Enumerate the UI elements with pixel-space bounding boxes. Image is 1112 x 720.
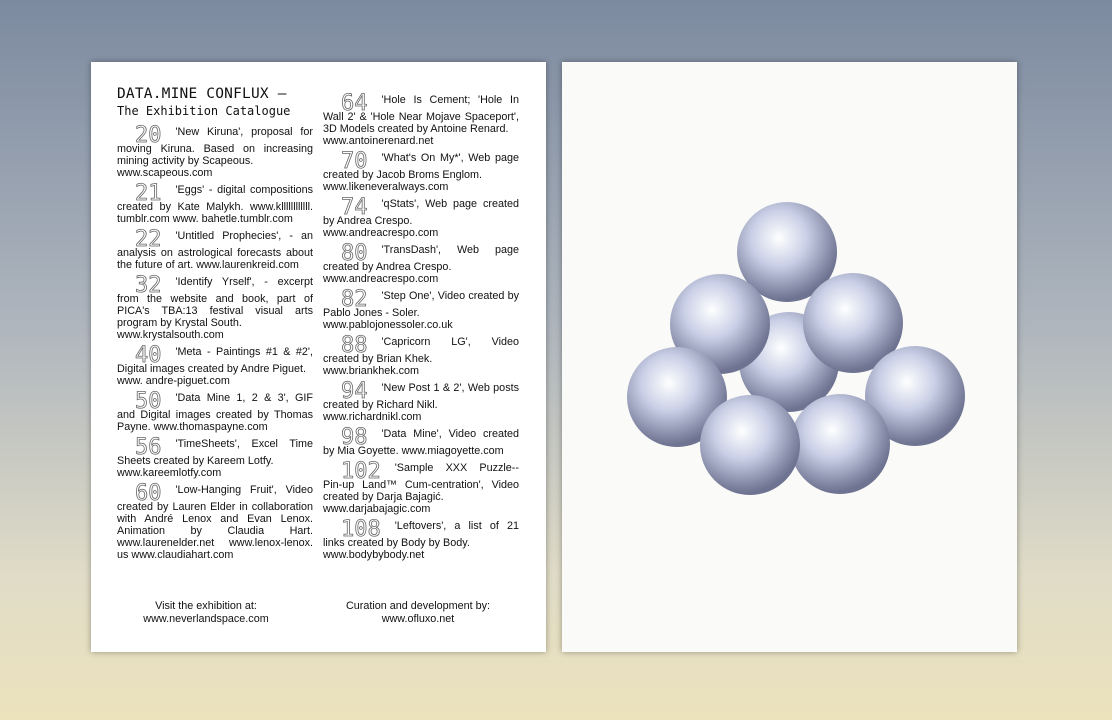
entry-description: 'Meta - Paintings #1 & #2', Digital images created by Andre Piguet. [117,346,313,375]
entry-url[interactable]: www.pablojonessoler.co.uk [323,319,453,331]
entry-page-number: 20 [135,123,162,148]
sphere [790,394,890,494]
entry-url[interactable]: www.antoinerenard.net [323,135,434,147]
entry-description: 'Untitled Prophecies', - an analysis on astrological forecasts about the future of art. www.laurenkreid.com [117,230,313,271]
catalogue-entry [117,481,313,561]
entry-url[interactable]: www.scapeous.com [117,167,213,179]
catalogue-page-left [91,62,546,652]
catalogue-entry [323,287,519,331]
catalogue-entry [117,389,313,433]
entry-description: 'TransDash', Web page created by Andrea Crespo. [323,244,519,273]
entries-column-right [323,91,519,566]
sphere-pyramid-image [562,62,1017,652]
entry-description: 'New Kiruna', proposal for moving Kiruna. Based on increasing mining activity by Scapeous. [117,126,313,167]
footer-curation-label: Curation and development by: [345,600,491,612]
entry-url[interactable]: www.krystalsouth.com [117,329,224,341]
catalogue-entry [117,273,313,341]
entry-description: 'Low-Hanging Fruit', Video created by Lauren Elder in collaboration with André Lenox and Evan Lenox. Animation by Claudia Hart. www.laurenelder.net www.lenox-lenox. us www.claudiahart.com [117,484,313,561]
entry-url[interactable]: www.darjabajagic.com [323,503,431,515]
catalogue-subtitle: The Exhibition Catalogue [117,104,291,118]
catalogue-entry [323,91,519,147]
entry-url[interactable]: www.bodybybody.net [323,549,425,561]
catalogue-entry [323,517,519,561]
footer-visit-url[interactable]: www.neverlandspace.com [143,613,269,625]
catalogue-entry [323,459,519,515]
catalogue-entry [323,333,519,377]
entry-description: 'Data Mine', Video created by Mia Goyette. www.miagoyette.com [323,428,519,457]
entry-page-number: 88 [341,333,368,358]
entries-column-left [117,123,313,566]
entry-page-number: 64 [341,91,368,116]
entry-page-number: 108 [341,517,381,542]
footer-curation-url[interactable]: www.ofluxo.net [381,613,455,625]
entry-description: 'Step One', Video created by Pablo Jones - Soler. [323,290,519,319]
entry-description: 'TimeSheets', Excel Time Sheets created by Kareem Lotfy. [117,438,313,467]
footer-curation [323,600,513,626]
catalogue-entry [117,123,313,179]
entry-description: 'Leftovers', a list of 21 links created by Body by Body. [323,520,519,549]
entry-page-number: 80 [341,241,368,266]
footer-visit [111,600,301,626]
entry-page-number: 94 [341,379,368,404]
entry-page-number: 102 [341,459,381,484]
catalogue-entry [117,343,313,387]
entry-page-number: 50 [135,389,162,414]
catalogue-entry [323,379,519,423]
entry-description: 'Sample XXX Puzzle-- Pin-up Land™ Cum-centration', Video created by Darja Bajagić. [323,462,519,503]
entry-description: 'qStats', Web page created by Andrea Crespo. [323,198,519,227]
footer-visit-label: Visit the exhibition at: [155,600,257,612]
entry-page-number: 82 [341,287,368,312]
entry-url[interactable]: www.briankhek.com [323,365,420,377]
entry-url[interactable]: www. andre-piguet.com [117,375,230,387]
entry-page-number: 32 [135,273,162,298]
entry-url[interactable]: www.kareemlotfy.com [117,467,222,479]
catalogue-entry [323,149,519,193]
catalogue-entry [117,181,313,225]
entry-description: 'What's On My*', Web page created by Jacob Broms Englom. [323,152,519,181]
entry-url[interactable]: www.likeneveralways.com [323,181,449,193]
entry-description: 'Eggs' - digital compositions created by Kate Malykh. www.kllllllllllll. tumblr.com www. bahetle.tumblr.com [117,184,313,225]
catalogue-entry [117,227,313,271]
entry-page-number: 56 [135,435,162,460]
sphere [700,395,800,495]
entry-description: 'Identify Yrself', - excerpt from the website and book, part of PICA's TBA:13 festival visual arts program by Krystal South. [117,276,313,329]
entry-page-number: 40 [135,343,162,368]
entry-page-number: 22 [135,227,162,252]
catalogue-title: DATA.MINE CONFLUX — [117,86,287,102]
entry-page-number: 74 [341,195,368,220]
entry-page-number: 60 [135,481,162,506]
catalogue-page-right [562,62,1017,652]
entry-description: 'Data Mine 1, 2 & 3', GIF and Digital images created by Thomas Payne. www.thomaspayne.com [117,392,313,433]
catalogue-entry [323,425,519,457]
entry-url[interactable]: www.richardnikl.com [323,411,422,423]
entry-url[interactable]: www.andreacrespo.com [323,273,439,285]
catalogue-entry [323,241,519,285]
catalogue-entry [323,195,519,239]
entry-description: 'Hole Is Cement; 'Hole In Wall 2' & 'Hole Near Mojave Spaceport', 3D Models created by Antoine Renard. [323,94,519,135]
entry-description: 'Capricorn LG', Video created by Brian Khek. [323,336,519,365]
entry-description: 'New Post 1 & 2', Web posts created by Richard Nikl. [323,382,519,411]
entry-page-number: 70 [341,149,368,174]
entry-page-number: 98 [341,425,368,450]
entry-url[interactable]: www.andreacrespo.com [323,227,439,239]
catalogue-entry [117,435,313,479]
entry-page-number: 21 [135,181,162,206]
